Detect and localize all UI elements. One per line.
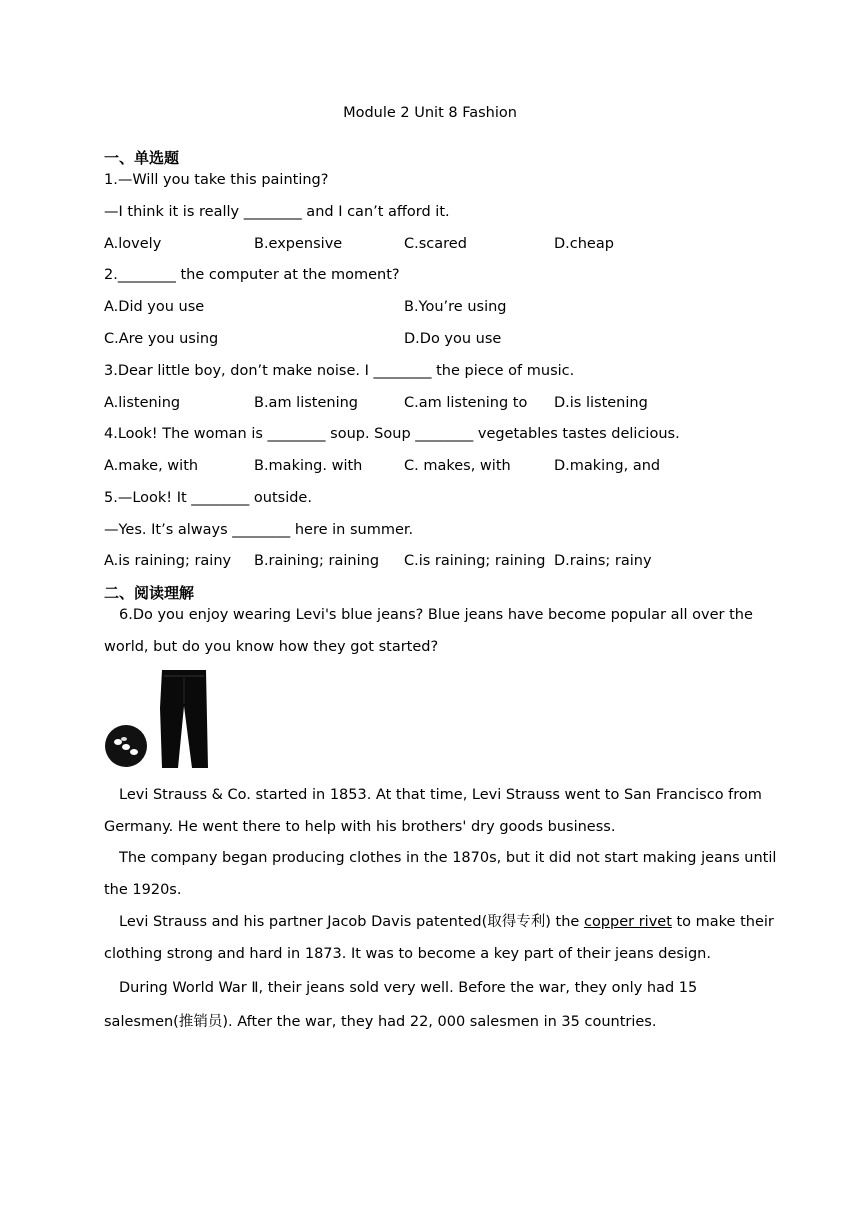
passage-p3-line-1 bbox=[104, 912, 774, 932]
question-3-stem: 3.Dear little boy, don’t make noise. I ________ the piece of music. bbox=[104, 363, 575, 379]
passage-p4-line-2: salesmen(推销员). After the war, they had 22, 000 salesmen in 35 countries. bbox=[104, 1014, 657, 1030]
q2-option-d[interactable]: D.Do you use bbox=[404, 331, 502, 347]
question-5-options bbox=[104, 551, 764, 571]
q4-option-d[interactable]: D.making, and bbox=[554, 458, 661, 474]
document-title: Module 2 Unit 8 Fashion bbox=[343, 105, 517, 121]
q5-option-b[interactable]: B.raining; raining bbox=[254, 553, 380, 569]
q4-option-a[interactable]: A.make, with bbox=[104, 458, 199, 474]
q3-option-b[interactable]: B.am listening bbox=[254, 395, 359, 411]
question-5-stem: 5.—Look! It ________ outside. bbox=[104, 490, 312, 506]
question-2-stem: 2.________ the computer at the moment? bbox=[104, 267, 400, 283]
passage-p2-line-2: the 1920s. bbox=[104, 882, 182, 898]
q3-option-a[interactable]: A.listening bbox=[104, 395, 181, 411]
question-4-stem: 4.Look! The woman is ________ soup. Soup ________ vegetables tastes delicious. bbox=[104, 426, 680, 442]
underlined-term-copper-rivet: copper rivet bbox=[583, 914, 672, 930]
q1-option-c[interactable]: C.scared bbox=[404, 236, 467, 252]
passage-p1-line-1: Levi Strauss & Co. started in 1853. At that time, Levi Strauss went to San Francisco from bbox=[119, 787, 762, 803]
question-2-options-row-2 bbox=[104, 329, 764, 349]
p3-text-after: to make their bbox=[671, 914, 774, 930]
jeans-and-rivet-image bbox=[104, 668, 214, 772]
q4-option-b[interactable]: B.making. with bbox=[254, 458, 363, 474]
q2-option-a[interactable]: A.Did you use bbox=[104, 299, 205, 315]
passage-intro-line-1: 6.Do you enjoy wearing Levi's blue jeans? Blue jeans have become popular all over the bbox=[119, 607, 753, 623]
q2-option-b[interactable]: B.You’re using bbox=[404, 299, 507, 315]
question-3-options bbox=[104, 393, 764, 413]
question-4-options bbox=[104, 456, 764, 476]
q4-option-c[interactable]: C. makes, with bbox=[404, 458, 511, 474]
q5-option-d[interactable]: D.rains; rainy bbox=[554, 553, 652, 569]
q5-option-c[interactable]: C.is raining; raining bbox=[404, 553, 546, 569]
q5-option-a[interactable]: A.is raining; rainy bbox=[104, 553, 232, 569]
passage-p2-line-1: The company began producing clothes in the 1870s, but it did not start making jeans until bbox=[119, 850, 777, 866]
q3-option-c[interactable]: C.am listening to bbox=[404, 395, 528, 411]
p3-text-before: Levi Strauss and his partner Jacob Davis patented(取得专利) the bbox=[119, 914, 584, 930]
question-1-reply: —I think it is really ________ and I can’t afford it. bbox=[104, 204, 450, 220]
q1-option-b[interactable]: B.expensive bbox=[254, 236, 343, 252]
passage-p1-line-2: Germany. He went there to help with his brothers' dry goods business. bbox=[104, 819, 616, 835]
question-1-stem: 1.—Will you take this painting? bbox=[104, 172, 329, 188]
question-1-options bbox=[104, 234, 764, 254]
q2-option-c[interactable]: C.Are you using bbox=[104, 331, 219, 347]
question-5-reply: —Yes. It’s always ________ here in summer. bbox=[104, 522, 414, 538]
section-heading-reading: 二、阅读理解 bbox=[104, 584, 195, 602]
passage-intro-line-2: world, but do you know how they got started? bbox=[104, 639, 439, 655]
question-2-options-row-1 bbox=[104, 297, 764, 317]
passage-p4-line-1: During World War Ⅱ, their jeans sold very well. Before the war, they only had 15 bbox=[119, 980, 698, 996]
q1-option-d[interactable]: D.cheap bbox=[554, 236, 614, 252]
passage-p3-line-2: clothing strong and hard in 1873. It was to become a key part of their jeans design. bbox=[104, 946, 711, 962]
section-heading-single-choice: 一、单选题 bbox=[104, 149, 180, 167]
q3-option-d[interactable]: D.is listening bbox=[554, 395, 648, 411]
q1-option-a[interactable]: A.lovely bbox=[104, 236, 162, 252]
